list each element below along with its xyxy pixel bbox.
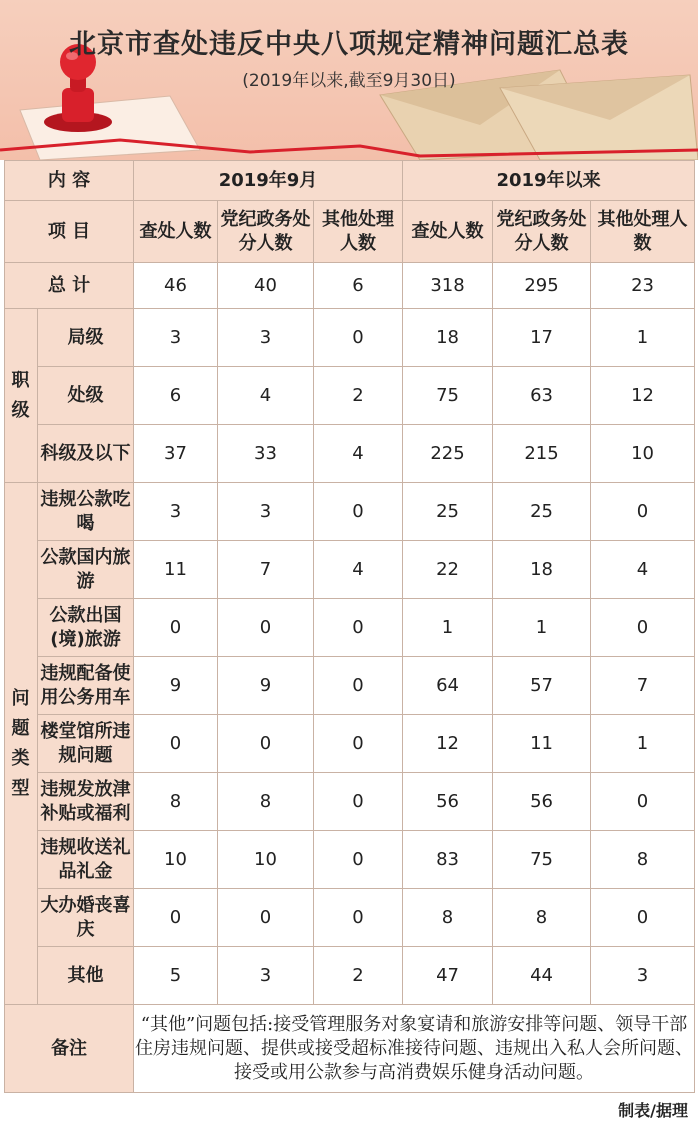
- row-label: 违规公款吃喝: [38, 483, 134, 541]
- table-cell: 17: [493, 309, 591, 367]
- table-row: [5, 947, 695, 1005]
- header-banner: [0, 0, 698, 160]
- table-cell: 3: [134, 309, 218, 367]
- row-label: 违规配备使用公务用车: [38, 657, 134, 715]
- table-row: [5, 541, 695, 599]
- table-cell: 18: [493, 541, 591, 599]
- table-cell: 0: [314, 309, 403, 367]
- table-cell: 0: [218, 599, 314, 657]
- type-group-label: [5, 483, 38, 1005]
- table-row: [5, 309, 695, 367]
- table-cell: 6: [314, 263, 403, 309]
- table-cell: 37: [134, 425, 218, 483]
- table-cell: 57: [493, 657, 591, 715]
- table-cell: 8: [591, 831, 695, 889]
- source-credit: 制表/据理: [618, 1101, 688, 1120]
- table-cell: 10: [134, 831, 218, 889]
- table-cell: 3: [591, 947, 695, 1005]
- table-cell: 63: [493, 367, 591, 425]
- type-group-text: 问题类型: [11, 687, 31, 799]
- table-cell: 33: [218, 425, 314, 483]
- table-cell: 8: [403, 889, 493, 947]
- period-since-header: 2019年以来: [403, 161, 695, 201]
- row-label: 违规收送礼品礼金: [38, 831, 134, 889]
- table-cell: 8: [134, 773, 218, 831]
- table-cell: 0: [314, 599, 403, 657]
- table-cell: 8: [218, 773, 314, 831]
- table-header-row-periods: [5, 161, 695, 201]
- table-cell: 0: [591, 773, 695, 831]
- table-cell: 8: [493, 889, 591, 947]
- table-cell: 12: [591, 367, 695, 425]
- table-cell: 23: [591, 263, 695, 309]
- table-cell: 64: [403, 657, 493, 715]
- table-cell: 9: [218, 657, 314, 715]
- table-cell: 1: [591, 309, 695, 367]
- note-label: 备注: [5, 1005, 134, 1093]
- table-cell: 10: [218, 831, 314, 889]
- table-cell: 44: [493, 947, 591, 1005]
- table-row: [5, 599, 695, 657]
- total-label: 总 计: [5, 263, 134, 309]
- table-cell: 83: [403, 831, 493, 889]
- table-cell: 6: [134, 367, 218, 425]
- row-label: 楼堂馆所违规问题: [38, 715, 134, 773]
- item-label: 项 目: [5, 201, 134, 263]
- table-cell: 47: [403, 947, 493, 1005]
- table-cell: 4: [314, 425, 403, 483]
- column-header: 党纪政务处分人数: [218, 201, 314, 263]
- table-cell: 0: [314, 483, 403, 541]
- table-cell: 3: [218, 309, 314, 367]
- table-cell: 40: [218, 263, 314, 309]
- row-label: 科级及以下: [38, 425, 134, 483]
- note-text: “其他”问题包括:接受管理服务对象宴请和旅游安排等问题、领导干部住房违规问题、提供或接受超标准接待问题、违规出入私人会所问题、接受或用公款参与高消费娱乐健身活动问题。: [134, 1005, 695, 1093]
- table-cell: 0: [134, 715, 218, 773]
- table-cell: 11: [134, 541, 218, 599]
- column-header: 党纪政务处分人数: [493, 201, 591, 263]
- column-header: 查处人数: [134, 201, 218, 263]
- table-cell: 1: [591, 715, 695, 773]
- table-cell: 0: [314, 657, 403, 715]
- table-cell: 1: [493, 599, 591, 657]
- table-row: [5, 715, 695, 773]
- row-label: 处级: [38, 367, 134, 425]
- table-row: [5, 831, 695, 889]
- table-cell: 7: [591, 657, 695, 715]
- column-header: 其他处理人数: [314, 201, 403, 263]
- table-cell: 2: [314, 947, 403, 1005]
- table-cell: 318: [403, 263, 493, 309]
- table-cell: 25: [403, 483, 493, 541]
- table-cell: 18: [403, 309, 493, 367]
- period-sept-header: 2019年9月: [134, 161, 403, 201]
- table-cell: 0: [314, 889, 403, 947]
- table-cell: 75: [493, 831, 591, 889]
- page-title: 北京市查处违反中央八项规定精神问题汇总表: [69, 29, 629, 60]
- table-row: [5, 889, 695, 947]
- table-cell: 5: [134, 947, 218, 1005]
- table-row: [5, 773, 695, 831]
- table-cell: 0: [591, 889, 695, 947]
- table-cell: 0: [134, 889, 218, 947]
- row-label: 公款出国(境)旅游: [38, 599, 134, 657]
- column-header: 查处人数: [403, 201, 493, 263]
- table-cell: 295: [493, 263, 591, 309]
- table-cell: 9: [134, 657, 218, 715]
- table-cell: 56: [493, 773, 591, 831]
- table-cell: 46: [134, 263, 218, 309]
- rank-group-label: [5, 309, 38, 483]
- table-cell: 2: [314, 367, 403, 425]
- table-cell: 4: [591, 541, 695, 599]
- table-cell: 0: [134, 599, 218, 657]
- table-cell: 4: [218, 367, 314, 425]
- table-cell: 12: [403, 715, 493, 773]
- table-row: [5, 367, 695, 425]
- table-cell: 11: [493, 715, 591, 773]
- table-row-total: [5, 263, 695, 309]
- content-label: 内 容: [5, 161, 134, 201]
- table-cell: 0: [314, 715, 403, 773]
- table-cell: 0: [314, 831, 403, 889]
- table-cell: 3: [218, 483, 314, 541]
- table-cell: 215: [493, 425, 591, 483]
- table-cell: 7: [218, 541, 314, 599]
- table-cell: 0: [314, 773, 403, 831]
- table-cell: 56: [403, 773, 493, 831]
- table-row-note: [5, 1005, 695, 1093]
- table-row: [5, 657, 695, 715]
- table-cell: 0: [218, 715, 314, 773]
- row-label: 大办婚丧喜庆: [38, 889, 134, 947]
- summary-table: [4, 160, 695, 1093]
- page-subtitle: (2019年以来,截至9月30日): [242, 71, 456, 91]
- table-cell: 1: [403, 599, 493, 657]
- row-label: 其他: [38, 947, 134, 1005]
- table-cell: 3: [218, 947, 314, 1005]
- table-cell: 10: [591, 425, 695, 483]
- table-cell: 0: [591, 483, 695, 541]
- table-cell: 75: [403, 367, 493, 425]
- table-cell: 225: [403, 425, 493, 483]
- table-cell: 3: [134, 483, 218, 541]
- table-cell: 0: [591, 599, 695, 657]
- rank-group-text: 职级: [11, 369, 31, 421]
- row-label: 违规发放津补贴或福利: [38, 773, 134, 831]
- column-header: 其他处理人数: [591, 201, 695, 263]
- row-label: 局级: [38, 309, 134, 367]
- table-cell: 25: [493, 483, 591, 541]
- table-cell: 0: [218, 889, 314, 947]
- table-row: [5, 483, 695, 541]
- table-cell: 4: [314, 541, 403, 599]
- table-cell: 22: [403, 541, 493, 599]
- row-label: 公款国内旅游: [38, 541, 134, 599]
- table-header-row-columns: [5, 201, 695, 263]
- table-row: [5, 425, 695, 483]
